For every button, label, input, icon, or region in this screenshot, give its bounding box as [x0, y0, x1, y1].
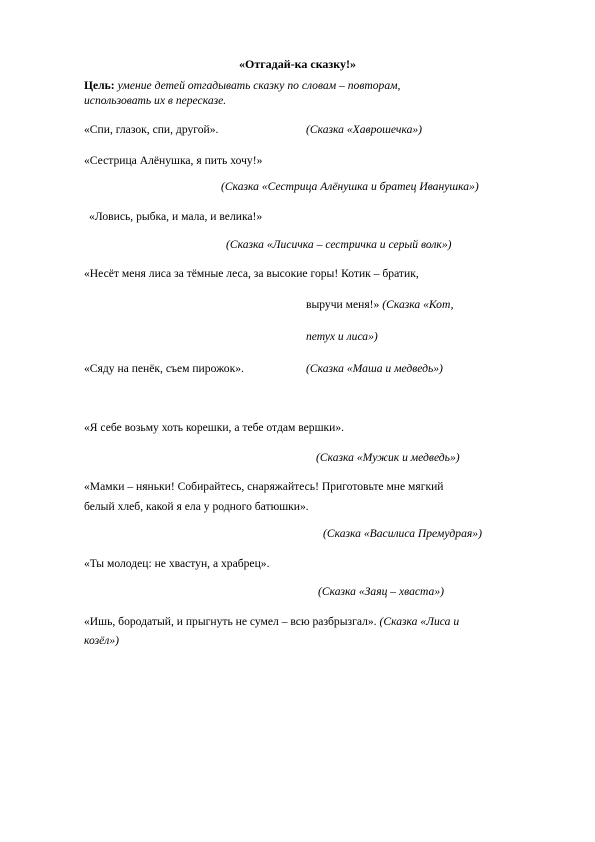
riddle-quote-5: «Сяду на пенёк, съем пирожок».: [84, 362, 244, 375]
riddle-answer-4-line-2: петух и лиса»): [306, 330, 378, 343]
riddle-quote-4-line-2-text: выручи меня!»: [306, 298, 380, 311]
riddle-quote-9: «Ишь, бородатый, и прыгнуть не сумел – всю разбрызгал».: [84, 615, 377, 628]
goal-label: Цель:: [84, 79, 115, 92]
riddle-quote-7-line-1: «Мамки – няньки! Собирайтесь, снаряжайтесь! Приготовьте мне мягкий: [84, 480, 444, 493]
riddle-answer-9-line-1: (Сказка «Лиса и: [376, 615, 460, 628]
riddle-answer-4-line-1: (Сказка «Кот,: [379, 298, 454, 311]
riddle-answer-8: (Сказка «Заяц – хваста»): [318, 585, 445, 598]
riddle-answer-2: (Сказка «Сестрица Алёнушка и братец Иванушка»): [221, 180, 479, 193]
riddle-answer-9-line-2: козёл»): [84, 634, 120, 647]
riddle-answer-3: (Сказка «Лисичка – сестричка и серый волк»): [226, 238, 452, 251]
riddle-quote-7-line-2: белый хлеб, какой я ела у родного батюшки».: [84, 500, 309, 513]
riddle-quote-8: «Ты молодец: не хвастун, а храбрец».: [84, 557, 270, 570]
riddle-quote-4-line-1: «Несёт меня лиса за тёмные леса, за высокие горы! Котик – братик,: [84, 267, 419, 280]
riddle-quote-9-line-1: [84, 616, 459, 628]
page-title: «Отгадай-ка сказку!»: [238, 57, 356, 71]
riddle-quote-6: «Я себе возьму хоть корешки, а тебе отдам вершки».: [84, 421, 345, 434]
goal-line-1: [84, 80, 400, 92]
riddle-answer-1: (Сказка «Хаврошечка»): [306, 123, 423, 136]
riddle-quote-4-line-2: [306, 299, 454, 311]
riddle-answer-7: (Сказка «Василиса Премудрая»): [323, 527, 482, 540]
riddle-answer-5: (Сказка «Маша и медведь»): [306, 362, 443, 375]
riddle-quote-2: «Сестрица Алёнушка, я пить хочу!»: [84, 154, 263, 167]
riddle-quote-3: «Ловись, рыбка, и мала, и велика!»: [89, 210, 263, 223]
riddle-answer-6: (Сказка «Мужик и медведь»): [316, 451, 460, 464]
goal-text-1: умение детей отгадывать сказку по словам – повторам,: [114, 79, 401, 92]
goal-text-2: использовать их в пересказе.: [84, 94, 227, 107]
riddle-quote-1: «Спи, глазок, спи, другой».: [84, 123, 219, 136]
